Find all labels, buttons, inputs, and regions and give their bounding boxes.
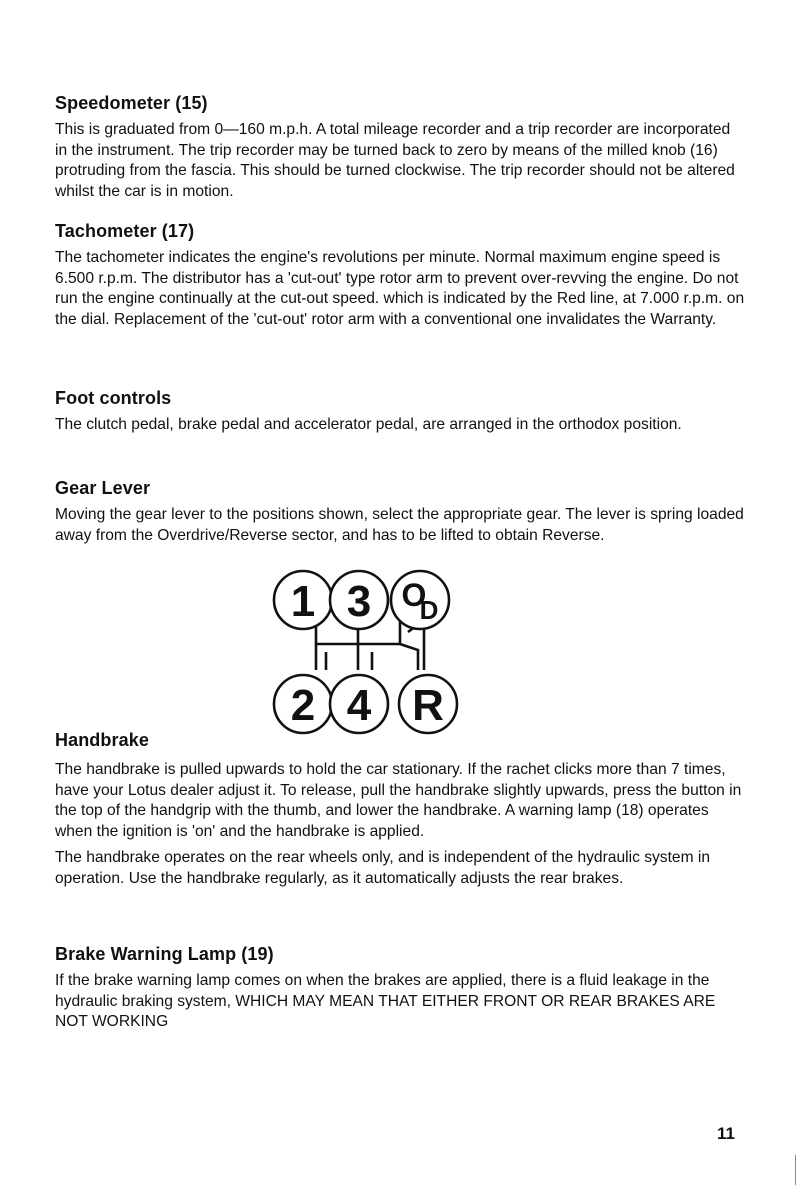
section-speedometer (55, 93, 745, 202)
handbrake-text-1: The handbrake is pulled upwards to hold the car stationary. If the rachet clicks more than 7 times, have your Lotus dealer adjust it. To release, pull the handbrake slightly upwards, press the button in the top of the handgrip with the thumb, and lower the handbrake. A warning lamp (18) operates when the ignition is 'on' and the handbrake is applied. (55, 761, 742, 840)
gear-3-label: 3 (346, 577, 372, 626)
section-foot-controls (55, 388, 745, 436)
gear-2-label: 2 (290, 681, 316, 730)
foot-controls-heading: Foot controls (55, 388, 172, 408)
section-brake-warning-lamp (55, 944, 745, 1033)
section-handbrake (55, 760, 745, 889)
gear-r-label: R (412, 681, 444, 730)
section-tachometer (55, 221, 745, 330)
gear-overdrive-o-label: O (401, 577, 427, 613)
brake-warning-text: If the brake warning lamp comes on when the brakes are applied, there is a fluid leakage in the hydraulic braking system, WHICH MAY MEAN THAT EITHER FRONT OR REAR BRAKES ARE NOT WORKING (55, 972, 716, 1030)
brake-warning-heading: Brake Warning Lamp (19) (55, 944, 274, 964)
foot-controls-text: The clutch pedal, brake pedal and accelerator pedal, are arranged in the orthodox position. (55, 416, 682, 433)
handbrake-heading: Handbrake (55, 730, 149, 750)
gear-1-label: 1 (290, 577, 316, 626)
page-number: 11 (717, 1124, 735, 1143)
speedometer-text: This is graduated from 0—160 m.p.h. A total mileage recorder and a trip recorder are incorporated in the instrument. The trip recorder may be turned back to zero by means of the milled knob (16) protruding from the fascia. This should be turned clockwise. The trip recorder should not be altered whilst the car is in motion. (55, 121, 735, 200)
handbrake-text-2: The handbrake operates on the rear wheels only, and is independent of the hydraulic system in operation. Use the handbrake regularly, as it automatically adjusts the rear brakes. (55, 849, 711, 887)
scan-edge-mark (795, 1155, 796, 1185)
gear-4-label: 4 (346, 681, 372, 730)
section-gear-lever (55, 478, 745, 546)
tachometer-heading: Tachometer (17) (55, 221, 195, 241)
gear-overdrive-d-label: D (419, 595, 439, 625)
tachometer-text: The tachometer indicates the engine's revolutions per minute. Normal maximum engine speed is 6.500 r.p.m. The distributor has a 'cut-out' type rotor arm to prevent over-revving the engine. Do not run the engine continually at the cut-out speed. which is indicated by the Red line, at 7.000 r.p.m. on the dial. Replacement of the 'cut-out' rotor arm with a conventional one invalidates the Warranty. (55, 249, 745, 328)
gear-lever-text: Moving the gear lever to the positions shown, select the appropriate gear. The lever is spring loaded away from the Overdrive/Reverse sector, and has to be lifted to obtain Reverse. (55, 506, 744, 544)
gear-shift-diagram (268, 562, 488, 742)
gear-lever-heading: Gear Lever (55, 478, 151, 498)
speedometer-heading: Speedometer (15) (55, 93, 208, 113)
